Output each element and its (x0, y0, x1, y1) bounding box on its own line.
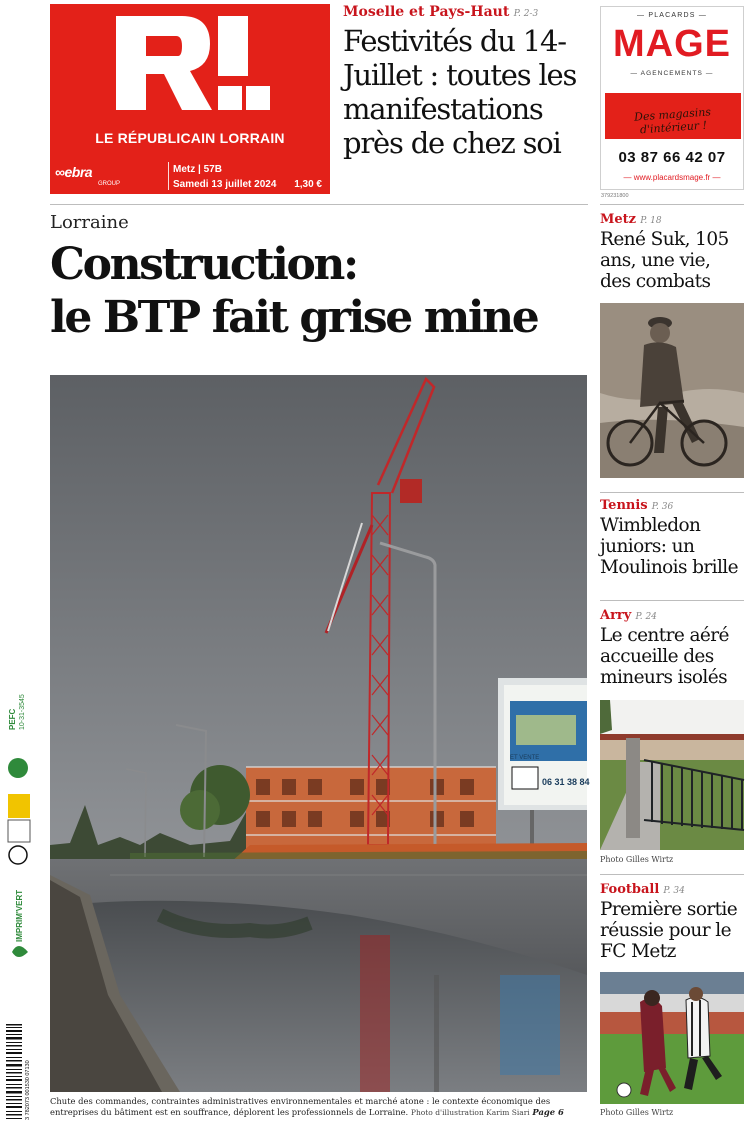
group-logo (55, 164, 92, 180)
sidebar-page-ref: P. 24 (635, 612, 657, 622)
sidebar-photo-metz[interactable] (600, 303, 744, 478)
barcode-number: 3 782073 001530 07130 (25, 1060, 31, 1120)
caption-photo-credit: Photo d'illustration Karim Siari (410, 1108, 530, 1117)
issue-price: 1,30 € (294, 179, 322, 190)
ad-url[interactable]: — www.placardsmage.fr — (623, 173, 721, 182)
main-headline-line-2: le BTP fait grise mine (50, 292, 538, 343)
sidebar-page-ref: P. 36 (651, 502, 674, 512)
masthead-divider (168, 162, 169, 190)
sidebar-photo-arry[interactable] (600, 700, 744, 850)
barcode (6, 1022, 30, 1122)
sidebar-page-ref: P. 18 (640, 216, 662, 226)
sidebar-rule-2 (600, 492, 744, 493)
recycle-badge-icon (8, 794, 30, 818)
soldier-bicycle-photo (600, 303, 744, 478)
sidebar-kicker-arry[interactable] (600, 608, 657, 623)
sidebar-section-label: Arry (600, 608, 632, 623)
ad-phone: 03 87 66 42 07 (618, 149, 726, 166)
top-story-headline[interactable]: Festivités du 14-Juillet : toutes les manifestations près de chez soi (343, 24, 577, 160)
pefc-imprimvert-logos (2, 690, 32, 980)
recycle-circle-icon (9, 846, 27, 864)
newspaper-name: LE RÉPUBLICAIN LORRAIN (95, 130, 285, 146)
main-headline-line-1: Construction: (50, 239, 357, 290)
sidebar-section-label: Metz (600, 212, 637, 227)
issue-date: Samedi 13 juillet 2024 (173, 179, 277, 190)
ad-sub-text: — AGENCEMENTS — (630, 70, 714, 77)
construction-site-photo (50, 375, 590, 1092)
top-story-kicker[interactable] (343, 4, 538, 20)
sidebar-rule-4 (600, 874, 744, 875)
group-swirl-icon: ∞ (55, 164, 65, 180)
sidebar-rule-1 (600, 204, 744, 205)
main-story-region: Lorraine (50, 212, 129, 233)
certification-marks (2, 690, 32, 980)
sidebar-headline-tennis[interactable]: Wimbledon juniors: un Moulinois brille (600, 515, 738, 578)
advertisement[interactable] (600, 6, 744, 190)
sidebar-page-ref: P. 34 (663, 886, 685, 896)
main-story-headline[interactable] (50, 238, 595, 344)
imprimvert-label: IMPRIM'VERT (15, 889, 24, 942)
top-story-page-ref: P. 2-3 (513, 9, 539, 19)
ad-brand: MAGE (613, 23, 731, 65)
sidebar-headline-arry[interactable]: Le centre aéré accueille des mineurs isolés (600, 625, 729, 688)
football-match-photo (600, 972, 744, 1104)
sidebar-kicker-football[interactable] (600, 882, 685, 897)
sidebar-headline-metz[interactable]: René Suk, 105 ans, une vie, des combats (600, 229, 729, 292)
header-rule (50, 204, 588, 205)
ad-top-text: — PLACARDS — (636, 12, 708, 19)
ad-code: 379231800 (601, 193, 629, 199)
sidebar-photo-credit-football: Photo Gilles Wirtz (600, 1108, 674, 1117)
main-story-caption (50, 1096, 587, 1118)
barcode-graphic (6, 1022, 30, 1122)
sidebar-rule-3 (600, 600, 744, 601)
sidebar-section-label: Tennis (600, 498, 648, 513)
ad-tagline: Des magasins d'intérieur ! (633, 105, 712, 137)
pefc-code: 10-31-3545 (19, 694, 26, 730)
sidebar-section-label: Football (600, 882, 660, 897)
billboard-phone: 06 31 38 84 (542, 777, 590, 787)
pefc-icon (8, 758, 28, 778)
group-sub: GROUP (98, 181, 121, 187)
sidebar-photo-football[interactable] (600, 972, 744, 1104)
ad-tagline-band (605, 93, 741, 139)
edition-label: Metz | 57B (173, 164, 222, 175)
leaf-icon (12, 946, 28, 957)
sidebar-headline-football[interactable]: Première sortie réussie pour le FC Metz (600, 899, 738, 962)
billboard-label: ET VENTE (510, 755, 540, 761)
sorting-badge-icon (8, 820, 30, 842)
caption-page-ref[interactable]: Page 6 (532, 1107, 564, 1117)
group-name: ebra (64, 164, 93, 180)
caption-text: Chute des commandes, contraintes administratives environnementales et marché atone : le contexte économique des entreprises du bâtiment est en souffrance, déplorent les professionnels de Lorraine. (50, 1096, 551, 1117)
newspaper-logo[interactable] (50, 4, 330, 194)
gate-path-photo (600, 700, 744, 850)
top-story-section: Moselle et Pays-Haut (343, 4, 510, 20)
main-story-photo[interactable] (50, 375, 590, 1092)
sidebar-kicker-metz[interactable] (600, 212, 662, 227)
pefc-label: PEFC (8, 708, 17, 730)
sidebar-kicker-tennis[interactable] (600, 498, 673, 513)
logo-letters-mark (112, 12, 272, 112)
sidebar-photo-credit: Photo Gilles Wirtz (600, 855, 674, 864)
